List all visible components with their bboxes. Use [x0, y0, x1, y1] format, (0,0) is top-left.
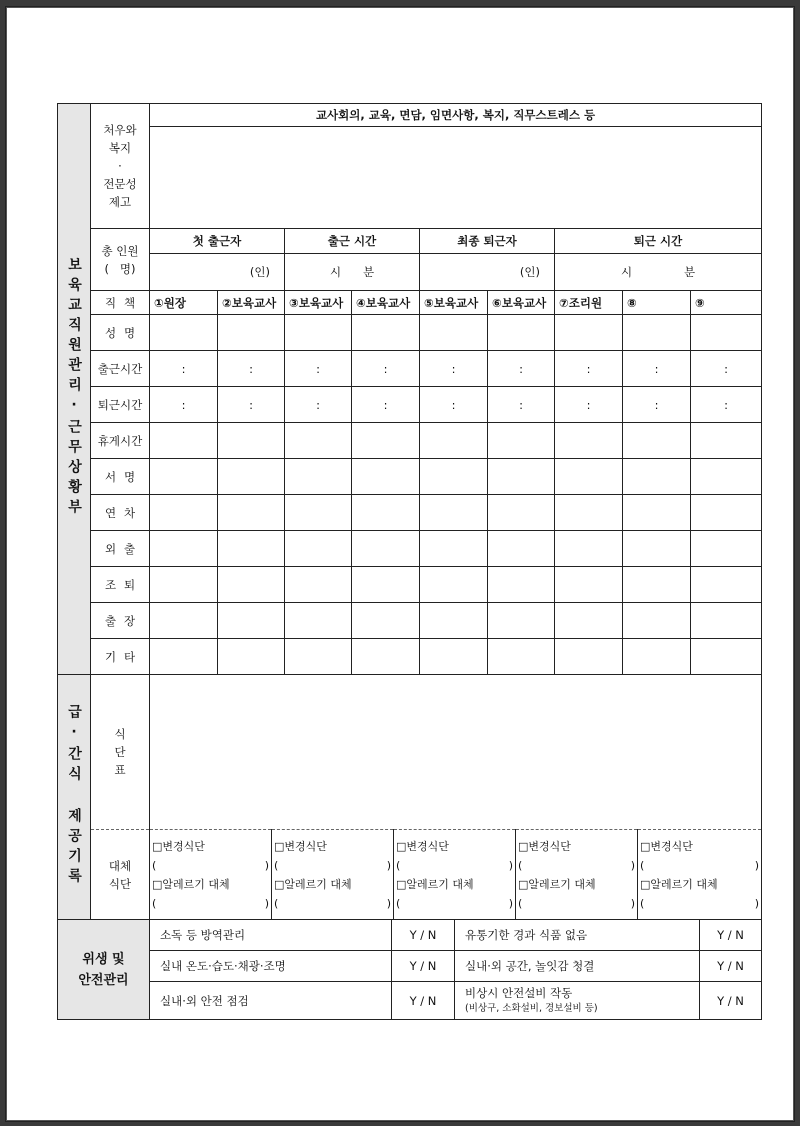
- cell[interactable]: [285, 531, 352, 567]
- role-teacher-2: ②보육교사: [218, 291, 285, 315]
- hygiene-item-emergency-equipment: 비상시 안전설비 작동 (비상구, 소화설비, 경보설비 등): [455, 982, 700, 1020]
- total-count-label: 총 인원 ( 명): [91, 229, 150, 291]
- cell[interactable]: [555, 459, 623, 495]
- cell[interactable]: [488, 603, 555, 639]
- cell[interactable]: [285, 567, 352, 603]
- cell[interactable]: [623, 603, 691, 639]
- cell[interactable]: [285, 639, 352, 675]
- meal-section-title: 급·간식 제공기록: [58, 675, 91, 920]
- cell[interactable]: [623, 459, 691, 495]
- cell[interactable]: [285, 459, 352, 495]
- alt-menu-slot-1[interactable]: □변경식단 ( ) □알레르기 대체 ( ): [150, 830, 272, 920]
- role-label: 직 책: [91, 291, 150, 315]
- time-cell[interactable]: :: [420, 351, 488, 387]
- document-page: [6, 7, 794, 1121]
- departure-time-field[interactable]: 시 분: [555, 254, 762, 291]
- table-row: [58, 603, 762, 639]
- cell[interactable]: [691, 459, 762, 495]
- cell[interactable]: [488, 423, 555, 459]
- table-row: [58, 423, 762, 459]
- cell[interactable]: [218, 567, 285, 603]
- cell[interactable]: [691, 315, 762, 351]
- welfare-label: 처우와 복지 · 전문성 제고: [91, 104, 150, 229]
- cell[interactable]: [555, 531, 623, 567]
- time-cell[interactable]: :: [218, 387, 285, 423]
- role-9: ⑨: [691, 291, 762, 315]
- cell[interactable]: [218, 531, 285, 567]
- cell[interactable]: [691, 423, 762, 459]
- cell[interactable]: [352, 459, 420, 495]
- cell[interactable]: [352, 567, 420, 603]
- cell[interactable]: [150, 423, 218, 459]
- row-label-outing: 외 출: [91, 531, 150, 567]
- table-row: [58, 567, 762, 603]
- time-cell[interactable]: :: [555, 351, 623, 387]
- cell[interactable]: [420, 531, 488, 567]
- cell[interactable]: [420, 315, 488, 351]
- cell[interactable]: [150, 567, 218, 603]
- cell[interactable]: [555, 495, 623, 531]
- cell[interactable]: [218, 459, 285, 495]
- time-cell[interactable]: :: [285, 387, 352, 423]
- cell[interactable]: [623, 531, 691, 567]
- cell[interactable]: [352, 495, 420, 531]
- cell[interactable]: [420, 603, 488, 639]
- cell[interactable]: [691, 639, 762, 675]
- time-cell[interactable]: :: [623, 351, 691, 387]
- table-row: [58, 639, 762, 675]
- cell[interactable]: [285, 423, 352, 459]
- menu-label: 식 단 표: [91, 675, 150, 830]
- cell[interactable]: [488, 639, 555, 675]
- time-cell[interactable]: :: [285, 351, 352, 387]
- cell[interactable]: [623, 315, 691, 351]
- cell[interactable]: [285, 603, 352, 639]
- time-cell[interactable]: :: [150, 351, 218, 387]
- row-label-departure: 퇴근시간: [91, 387, 150, 423]
- time-cell[interactable]: :: [352, 351, 420, 387]
- role-principal: ①원장: [150, 291, 218, 315]
- welfare-notes-field[interactable]: [150, 127, 762, 229]
- role-teacher-3: ③보육교사: [285, 291, 352, 315]
- cell[interactable]: [352, 423, 420, 459]
- cell[interactable]: [420, 567, 488, 603]
- daily-log-form: [57, 103, 761, 1020]
- table-row: [58, 495, 762, 531]
- time-cell[interactable]: :: [352, 387, 420, 423]
- cell[interactable]: [285, 495, 352, 531]
- cell[interactable]: [691, 495, 762, 531]
- row-label-arrival: 출근시간: [91, 351, 150, 387]
- last-departure-field[interactable]: (인): [420, 254, 555, 291]
- cell[interactable]: [150, 315, 218, 351]
- row-label-other: 기 타: [91, 639, 150, 675]
- alt-menu-slot-5[interactable]: □변경식단 ( ) □알레르기 대체 ( ): [638, 830, 762, 920]
- cell[interactable]: [623, 567, 691, 603]
- time-cell[interactable]: :: [623, 387, 691, 423]
- time-cell[interactable]: :: [488, 387, 555, 423]
- first-arrival-header: 첫 출근자: [150, 229, 285, 254]
- yn-toggle[interactable]: Y / N: [700, 982, 762, 1020]
- alt-menu-slot-3[interactable]: □변경식단 ( ) □알레르기 대체 ( ): [394, 830, 516, 920]
- cell[interactable]: [488, 567, 555, 603]
- cell[interactable]: [555, 603, 623, 639]
- yn-toggle[interactable]: Y / N: [392, 951, 455, 982]
- yn-toggle[interactable]: Y / N: [392, 920, 455, 951]
- staff-section-title: 보육교직원관리·근무상황부: [58, 104, 91, 675]
- cell[interactable]: [420, 639, 488, 675]
- cell[interactable]: [691, 603, 762, 639]
- last-departure-header: 최종 퇴근자: [420, 229, 555, 254]
- cell[interactable]: [623, 423, 691, 459]
- meal-record-table: [57, 674, 762, 920]
- cell[interactable]: [555, 315, 623, 351]
- cell[interactable]: [352, 531, 420, 567]
- cell[interactable]: [218, 495, 285, 531]
- cell[interactable]: [555, 639, 623, 675]
- hygiene-item-disinfection: 소독 등 방역관리: [150, 920, 392, 951]
- cell[interactable]: [420, 495, 488, 531]
- hygiene-item-cleanliness: 실내·외 공간, 놀잇감 청결: [455, 951, 700, 982]
- arrival-time-field[interactable]: 시 분: [285, 254, 420, 291]
- cell[interactable]: [691, 567, 762, 603]
- role-teacher-5: ⑤보육교사: [420, 291, 488, 315]
- cell[interactable]: [623, 495, 691, 531]
- cell[interactable]: [285, 315, 352, 351]
- hygiene-item-environment: 실내 온도·습도·채광·조명: [150, 951, 392, 982]
- table-row: [58, 531, 762, 567]
- menu-field[interactable]: [150, 675, 762, 830]
- cell[interactable]: [420, 459, 488, 495]
- hygiene-item-safety-check: 실내·외 안전 점검: [150, 982, 392, 1020]
- table-row: [58, 459, 762, 495]
- row-label-early-leave: 조 퇴: [91, 567, 150, 603]
- row-label-business-trip: 출 장: [91, 603, 150, 639]
- arrival-time-header: 출근 시간: [285, 229, 420, 254]
- table-row: [58, 315, 762, 351]
- time-cell[interactable]: :: [691, 387, 762, 423]
- first-arrival-field[interactable]: (인): [150, 254, 285, 291]
- cell[interactable]: [218, 423, 285, 459]
- alt-menu-slot-2[interactable]: □변경식단 ( ) □알레르기 대체 ( ): [272, 830, 394, 920]
- cell[interactable]: [420, 423, 488, 459]
- cell[interactable]: [150, 531, 218, 567]
- time-cell[interactable]: :: [488, 351, 555, 387]
- table-row: [58, 387, 762, 423]
- cell[interactable]: [488, 531, 555, 567]
- cell[interactable]: [150, 459, 218, 495]
- cell[interactable]: [218, 603, 285, 639]
- time-cell[interactable]: :: [555, 387, 623, 423]
- row-label-break: 휴게시간: [91, 423, 150, 459]
- cell[interactable]: [218, 639, 285, 675]
- cell[interactable]: [555, 423, 623, 459]
- row-label-annual-leave: 연 차: [91, 495, 150, 531]
- hygiene-safety-table: [57, 919, 762, 1020]
- role-teacher-4: ④보육교사: [352, 291, 420, 315]
- alt-menu-label: 대체 식단: [91, 830, 150, 920]
- table-row: [58, 351, 762, 387]
- cell[interactable]: [623, 639, 691, 675]
- cell[interactable]: [691, 531, 762, 567]
- cell[interactable]: [218, 315, 285, 351]
- cell[interactable]: [150, 639, 218, 675]
- cell[interactable]: [488, 495, 555, 531]
- alt-menu-slot-4[interactable]: □변경식단 ( ) □알레르기 대체 ( ): [516, 830, 638, 920]
- time-cell[interactable]: :: [691, 351, 762, 387]
- cell[interactable]: [352, 315, 420, 351]
- cell[interactable]: [488, 459, 555, 495]
- cell[interactable]: [352, 603, 420, 639]
- time-cell[interactable]: :: [218, 351, 285, 387]
- row-label-signature: 서 명: [91, 459, 150, 495]
- role-8: ⑧: [623, 291, 691, 315]
- role-cook: ⑦조리원: [555, 291, 623, 315]
- hygiene-section-title: 위생 및 안전관리: [58, 920, 150, 1020]
- yn-toggle[interactable]: Y / N: [392, 982, 455, 1020]
- yn-toggle[interactable]: Y / N: [700, 920, 762, 951]
- cell[interactable]: [150, 603, 218, 639]
- cell[interactable]: [555, 567, 623, 603]
- time-cell[interactable]: :: [150, 387, 218, 423]
- welfare-header: 교사회의, 교육, 면담, 임면사항, 복지, 직무스트레스 등: [150, 104, 762, 127]
- cell[interactable]: [150, 495, 218, 531]
- role-teacher-6: ⑥보육교사: [488, 291, 555, 315]
- staff-management-table: [57, 103, 762, 675]
- departure-time-header: 퇴근 시간: [555, 229, 762, 254]
- hygiene-item-expired-food: 유통기한 경과 식품 없음: [455, 920, 700, 951]
- time-cell[interactable]: :: [420, 387, 488, 423]
- row-label-name: 성 명: [91, 315, 150, 351]
- cell[interactable]: [352, 639, 420, 675]
- cell[interactable]: [488, 315, 555, 351]
- yn-toggle[interactable]: Y / N: [700, 951, 762, 982]
